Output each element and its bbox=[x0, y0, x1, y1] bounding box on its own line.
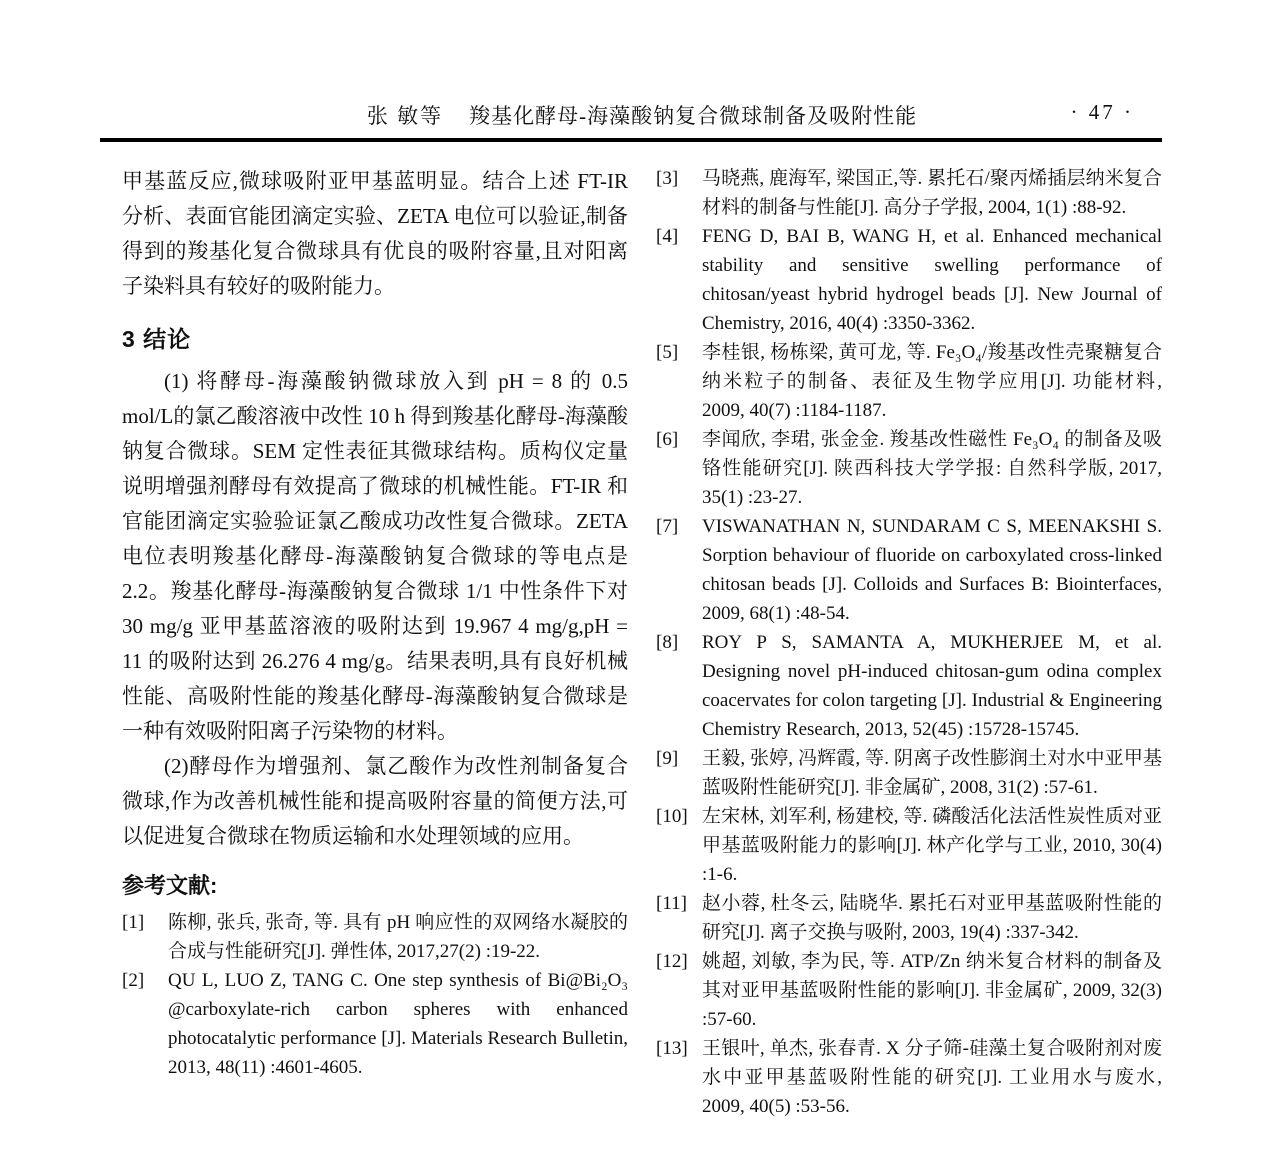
reference-label: [1] bbox=[122, 912, 145, 933]
reference-label: [5] bbox=[656, 342, 679, 363]
running-head-authors: 张 敏等 bbox=[366, 104, 444, 128]
reference-text: 李闻欣, 李珺, 张金金. 羧基改性磁性 Fe₃O₄ 的制备及吸铬性能研究[J]. 陕西科技大学学报: 自然科学版, 2017, 35(1) :23-27. bbox=[702, 429, 1162, 508]
header-rule bbox=[100, 138, 1162, 142]
page-header bbox=[122, 100, 1162, 130]
reference-item bbox=[656, 338, 1162, 425]
reference-label: [6] bbox=[656, 429, 679, 450]
reference-label: [11] bbox=[656, 893, 687, 914]
reference-text: 姚超, 刘敏, 李为民, 等. ATP/Zn 纳米复合材料的制备及其对亚甲基蓝吸附性能的影响[J]. 非金属矿, 2009, 32(3) :57-60. bbox=[702, 951, 1162, 1030]
reference-label: [2] bbox=[122, 970, 145, 991]
reference-item bbox=[656, 889, 1162, 947]
reference-text: 赵小蓉, 杜冬云, 陆晓华. 累托石对亚甲基蓝吸附性能的研究[J]. 离子交换与吸附, 2003, 19(4) :337-342. bbox=[702, 893, 1162, 943]
reference-item bbox=[656, 222, 1162, 338]
running-head-title: 羧基化酵母-海藻酸钠复合微球制备及吸附性能 bbox=[469, 104, 918, 128]
conclusion-paragraph-2: (2)酵母作为增强剂、氯乙酸作为改性剂制备复合微球,作为改善机械性能和提高吸附容量的简便方法,可以促进复合微球在物质运输和水处理领域的应用。 bbox=[122, 754, 628, 848]
section-heading-conclusion: 3 结论 bbox=[122, 326, 192, 352]
reference-item bbox=[122, 908, 628, 966]
reference-item bbox=[656, 425, 1162, 512]
references-heading: 参考文献: bbox=[122, 873, 218, 898]
reference-item bbox=[656, 802, 1162, 889]
reference-label: [10] bbox=[656, 806, 688, 827]
reference-item bbox=[656, 744, 1162, 802]
reference-item bbox=[656, 947, 1162, 1034]
reference-text: VISWANATHAN N, SUNDARAM C S, MEENAKSHI S. Sorption behaviour of fluoride on carboxylated cross-linked chitosan beads [J]. Colloids and Surfaces B: Biointerfaces, 2009, 68(1) :48-54. bbox=[702, 516, 1162, 624]
reference-label: [7] bbox=[656, 516, 679, 537]
reference-item bbox=[656, 1034, 1162, 1121]
reference-item bbox=[656, 512, 1162, 628]
reference-label: [3] bbox=[656, 168, 679, 189]
intro-paragraph: 甲基蓝反应,微球吸附亚甲基蓝明显。结合上述 FT-IR 分析、表面官能团滴定实验、ZETA 电位可以验证,制备得到的羧基化复合微球具有优良的吸附容量,且对阳离子染料具有较好的吸附能力。 bbox=[122, 169, 628, 298]
reference-text: QU L, LUO Z, TANG C. One step synthesis of Bi@Bi₂O₃ @carboxylate-rich carbon spheres with enhanced photocatalytic performance [J]. Materials Research Bulletin, 2013, 48(11) :4601-4605. bbox=[168, 970, 628, 1078]
reference-item bbox=[122, 966, 628, 1082]
reference-label: [9] bbox=[656, 748, 679, 769]
two-column-body bbox=[122, 164, 1162, 1121]
reference-label: [13] bbox=[656, 1038, 688, 1059]
right-column bbox=[656, 164, 1162, 1121]
conclusion-paragraph-1: (1) 将酵母-海藻酸钠微球放入到 pH = 8 的 0.5 mol/L的氯乙酸溶液中改性 10 h 得到羧基化酵母-海藻酸钠复合微球。SEM 定性表征其微球结构。质构仪定量说明增强剂酵母有效提高了微球的机械性能。FT-IR 和官能团滴定实验验证氯乙酸成功改性复合微球。ZETA 电位表明羧基化酵母-海藻酸钠复合微球的等电点是 2.2。羧基化酵母-海藻酸钠复合微球 1/1 中性条件下对 30 mg/g 亚甲基蓝溶液的吸附达到 19.967 4 mg/g,pH = 11 的吸附达到 26.276 4 mg/g。结果表明,具有良好机械性能、高吸附性能的羧基化酵母-海藻酸钠复合微球是一种有效吸附阳离子污染物的材料。 bbox=[122, 369, 628, 743]
reference-label: [8] bbox=[656, 632, 679, 653]
reference-text: 马晓燕, 鹿海军, 梁国正,等. 累托石/聚丙烯插层纳米复合材料的制备与性能[J]. 高分子学报, 2004, 1(1) :88-92. bbox=[702, 168, 1162, 218]
reference-text: ROY P S, SAMANTA A, MUKHERJEE M, et al. Designing novel pH-induced chitosan-gum odina complex coacervates for colon targeting [J]. Industrial & Engineering Chemistry Research, 2013, 52(45) :15728-15745. bbox=[702, 632, 1162, 740]
reference-text: 李桂银, 杨栋梁, 黄可龙, 等. Fe₃O₄/羧基改性壳聚糖复合纳米粒子的制备、表征及生物学应用[J]. 功能材料, 2009, 40(7) :1184-1187. bbox=[702, 342, 1162, 421]
reference-label: [4] bbox=[656, 226, 679, 247]
left-column bbox=[122, 164, 628, 1121]
reference-text: 左宋林, 刘军利, 杨建校, 等. 磷酸活化法活性炭性质对亚甲基蓝吸附能力的影响[J]. 林产化学与工业, 2010, 30(4) :1-6. bbox=[702, 806, 1162, 885]
reference-item bbox=[656, 628, 1162, 744]
reference-item bbox=[656, 164, 1162, 222]
reference-label: [12] bbox=[656, 951, 688, 972]
reference-text: 陈柳, 张兵, 张奇, 等. 具有 pH 响应性的双网络水凝胶的合成与性能研究[J]. 弹性体, 2017,27(2) :19-22. bbox=[168, 912, 628, 962]
reference-text: 王毅, 张婷, 冯辉霞, 等. 阴离子改性膨润土对水中亚甲基蓝吸附性能研究[J]. 非金属矿, 2008, 31(2) :57-61. bbox=[702, 748, 1162, 798]
page-number: · 47 · bbox=[1070, 100, 1134, 124]
reference-text: FENG D, BAI B, WANG H, et al. Enhanced mechanical stability and sensitive swelling performance of chitosan/yeast hybrid hydrogel beads [J]. New Journal of Chemistry, 2016, 40(4) :3350-3362. bbox=[702, 226, 1162, 334]
reference-text: 王银叶, 单杰, 张春青. X 分子筛-硅藻土复合吸附剂对废水中亚甲基蓝吸附性能的研究[J]. 工业用水与废水, 2009, 40(5) :53-56. bbox=[702, 1038, 1162, 1117]
